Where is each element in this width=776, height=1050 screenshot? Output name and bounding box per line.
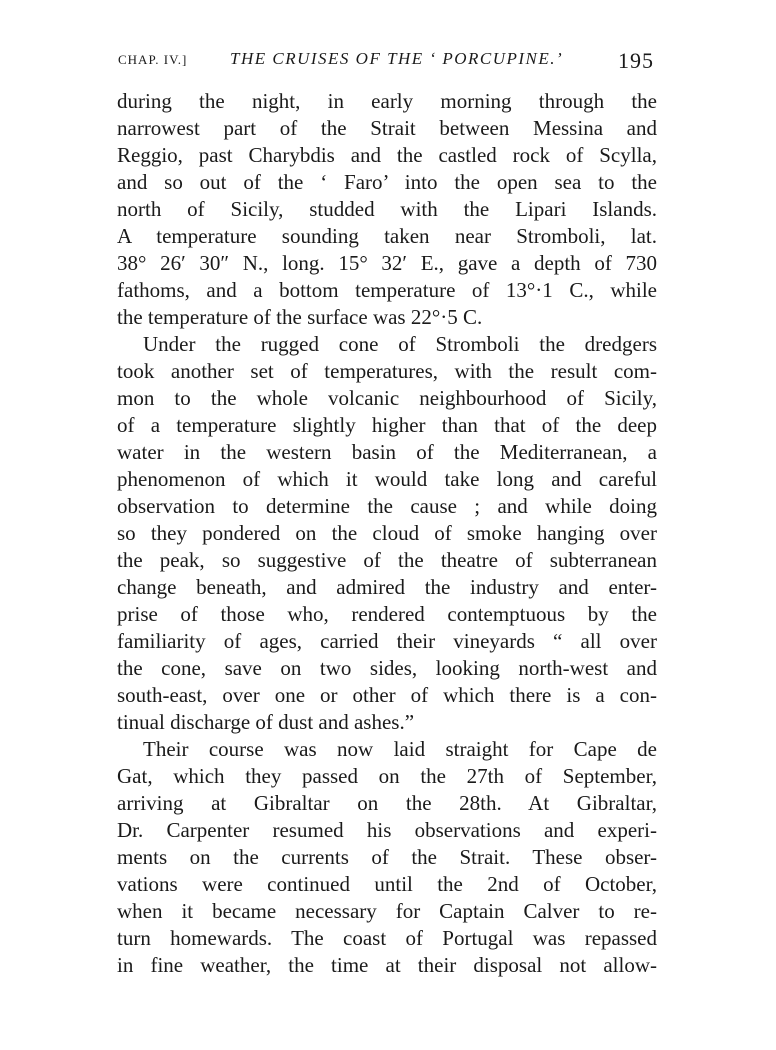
text-line: took another set of temperatures, with the result com-	[117, 359, 657, 383]
paragraph-first-line: Their course was now laid straight for Cape de	[143, 737, 657, 761]
text-line: Gat, which they passed on the 27th of September,	[117, 764, 657, 788]
paragraph-last-line: the temperature of the surface was 22°·5 C.	[117, 305, 483, 329]
page-number: 195	[618, 48, 654, 73]
text-line: familiarity of ages, carried their vineyards “ all over	[117, 629, 657, 653]
text-line: change beneath, and admired the industry and enter-	[117, 575, 657, 599]
text-line: so they pondered on the cloud of smoke hanging over	[117, 521, 657, 545]
paragraph-first-line: Under the rugged cone of Stromboli the dredgers	[143, 332, 657, 356]
chapter-reference: CHAP. IV.]	[118, 52, 188, 67]
text-line: arriving at Gibraltar on the 28th. At Gibraltar,	[117, 791, 657, 815]
text-line: A temperature sounding taken near Stromboli, lat.	[117, 224, 657, 248]
running-head	[118, 48, 654, 74]
text-line: of a temperature slightly higher than that of the deep	[117, 413, 657, 437]
body-text	[117, 88, 657, 979]
text-line: in fine weather, the time at their disposal not allow-	[117, 953, 657, 977]
text-line: the cone, save on two sides, looking north-west and	[117, 656, 657, 680]
text-line: during the night, in early morning through the	[117, 89, 657, 113]
text-line: turn homewards. The coast of Portugal was repassed	[117, 926, 657, 950]
text-line: north of Sicily, studded with the Lipari Islands.	[117, 197, 657, 221]
text-line: fathoms, and a bottom temperature of 13°·1 C., while	[117, 278, 657, 302]
text-line: mon to the whole volcanic neighbourhood of Sicily,	[117, 386, 657, 410]
text-line: vations were continued until the 2nd of October,	[117, 872, 657, 896]
text-line: prise of those who, rendered contemptuous by the	[117, 602, 657, 626]
paragraph-last-line: tinual discharge of dust and ashes.”	[117, 710, 415, 734]
text-line: when it became necessary for Captain Calver to re-	[117, 899, 657, 923]
running-title: THE CRUISES OF THE ‘ PORCUPINE.’	[230, 49, 564, 68]
text-line: Dr. Carpenter resumed his observations and experi-	[117, 818, 657, 842]
text-line: water in the western basin of the Mediterranean, a	[117, 440, 657, 464]
text-line: and so out of the ‘ Faro’ into the open sea to the	[117, 170, 657, 194]
text-line: south-east, over one or other of which there is a con-	[117, 683, 657, 707]
text-line: Reggio, past Charybdis and the castled rock of Scylla,	[117, 143, 657, 167]
text-line: the peak, so suggestive of the theatre of subterranean	[117, 548, 657, 572]
text-line: phenomenon of which it would take long and careful	[117, 467, 657, 491]
text-line: observation to determine the cause ; and while doing	[117, 494, 657, 518]
text-line: narrowest part of the Strait between Messina and	[117, 116, 657, 140]
text-line: 38° 26′ 30″ N., long. 15° 32′ E., gave a depth of 730	[117, 251, 657, 275]
text-line: ments on the currents of the Strait. These obser-	[117, 845, 657, 869]
